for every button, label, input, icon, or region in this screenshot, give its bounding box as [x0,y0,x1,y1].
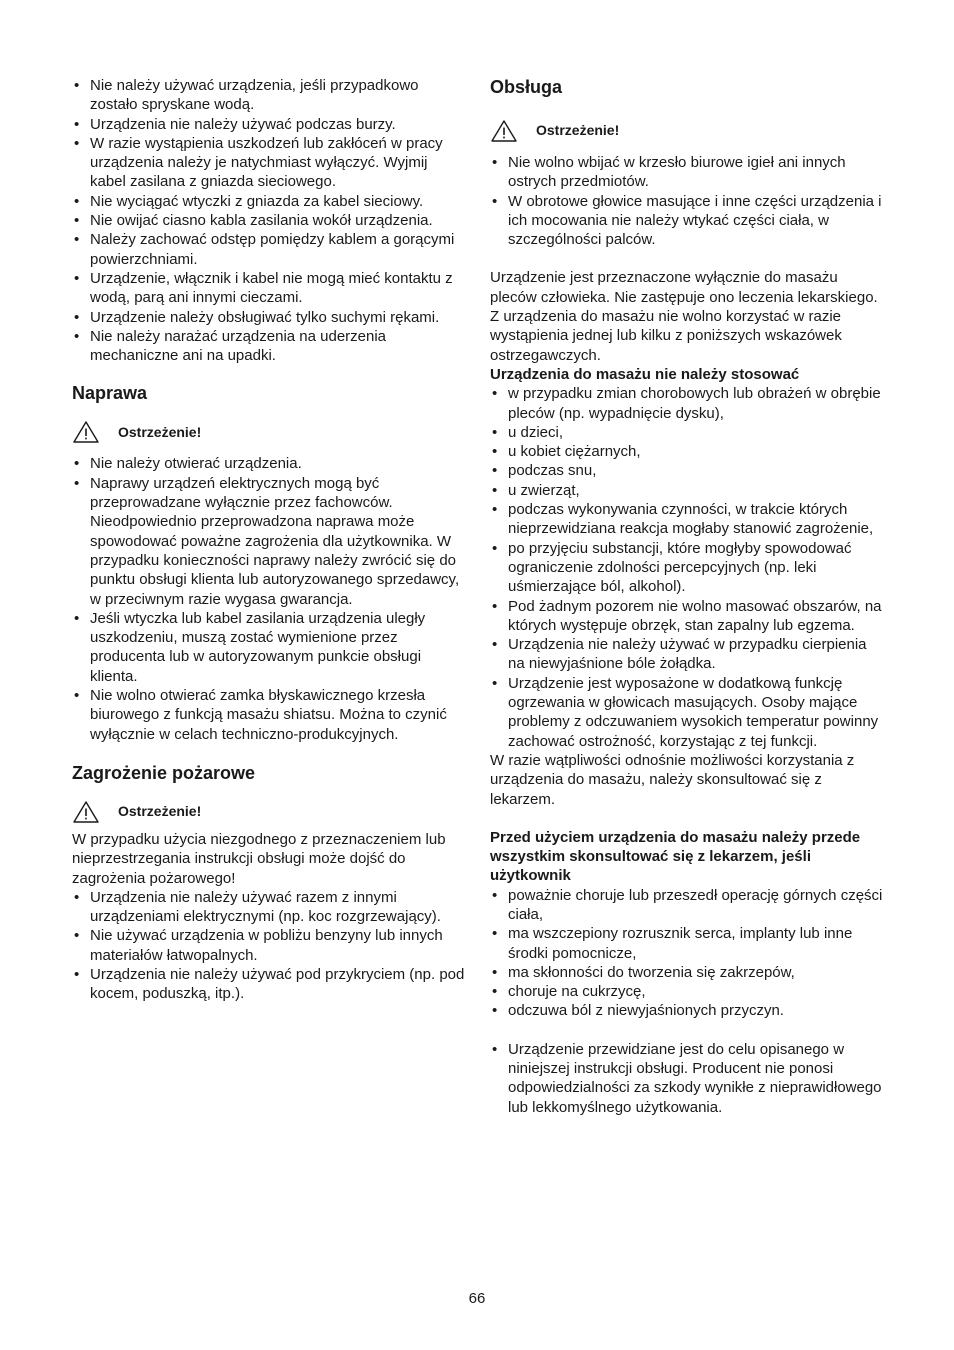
list-item: • Należy zachować odstęp pomiędzy kablem a gorącymi powierzchniami. [72,230,465,269]
list-item: • Urządzenia nie należy używać razem z innymi urządzeniami elektrycznymi (np. koc rozgrzewający). [72,888,465,927]
list-item: • ma skłonności do tworzenia się zakrzepów, [490,963,883,982]
list-item: • u kobiet ciężarnych, [490,442,883,461]
list-item: • u zwierząt, [490,481,883,500]
warning-triangle-icon [72,420,100,444]
contraindications-heading: Urządzenia do masażu nie należy stosować [490,365,800,383]
consult-heading: Przed użyciem urządzenia do masażu należy przede wszystkim skonsultować się z lekarzem, jeśli użytkownik [490,828,861,885]
list-item: • Pod żadnym pozorem nie wolno masować obszarów, na których występuje obrzęk, stan zapalny lub egzema. [490,597,883,636]
list-item: • Jeśli wtyczka lub kabel zasilania urządzenia uległy uszkodzeniu, muszą zostać wymienione przez producenta lub w autoryzowanym punkcie obsługi klienta. [72,609,465,686]
list-item: • po przyjęciu substancji, które mogłyby spowodować ograniczenie zdolności percepcyjnych (np. leki uśmierzające ból, alkohol). [490,539,883,597]
contraindications-list [490,384,883,751]
right-column [490,76,883,1117]
warning-notice [72,420,465,444]
list-item: • Nie należy używać urządzenia, jeśli przypadkowo zostało spryskane wodą. [72,76,465,115]
section-heading-naprawa: Naprawa [72,383,148,404]
list-item: • Nie używać urządzenia w pobliżu benzyny lub innych materiałów łatwopalnych. [72,926,465,965]
pozar-list [72,888,465,1004]
list-item: • Urządzenia nie należy używać pod przykryciem (np. pod kocem, poduszką, itp.). [72,965,465,1004]
list-item: • choruje na cukrzycę, [490,982,883,1001]
warning-label: Ostrzeżenie! [118,423,202,440]
list-item: • Nie owijać ciasno kabla zasilania wokół urządzenia. [72,211,465,230]
doubt-text: W razie wątpliwości odnośnie możliwości korzystania z urządzenia do masażu, należy skonsultować się z lekarzem. [490,751,855,808]
warning-notice [72,800,465,824]
list-item: • Nie wyciągać wtyczki z gniazda za kabel sieciowy. [72,192,465,211]
list-item: • W razie wystąpienia uszkodzeń lub zakłóceń w pracy urządzenia należy je natychmiast wyłączyć. Wyjmij kabel zasilana z gniazda sieciowego. [72,134,465,192]
warning-label: Ostrzeżenie! [118,803,202,820]
page-number: 66 [468,1290,486,1307]
fire-intro-text: W przypadku użycia niezgodnego z przeznaczeniem lub nieprzestrzegania instrukcji obsługi może dojść do zagrożenia pożarowego! [72,830,446,887]
list-item: • Naprawy urządzeń elektrycznych mogą być przeprowadzane wyłącznie przez fachowców. Nieodpowiednio przeprowadzona naprawa może spowodować poważne zagrożenia dla użytkownika. W przypadku konieczności naprawy należy zwrócić się do punktu obsługi klienta lub autoryzowanego sprzedawcy, w przeciwnym razie wygasa gwarancja. [72,474,465,609]
final-list [490,1040,883,1117]
list-item: • podczas snu, [490,461,883,480]
list-item: • Urządzenie jest wyposażone w dodatkową funkcję ogrzewania w głowicach masujących. Osoby mające problemy z odczuwaniem wysokich temperatur powinny zachować ostrożność, korzystając z tej funkcji. [490,674,883,751]
list-item: • Urządzenia nie należy używać podczas burzy. [72,115,465,134]
list-item: • Urządzenia nie należy używać w przypadku cierpienia na niewyjaśnione bóle żołądka. [490,635,883,674]
obsluga-warning-list [490,153,883,249]
left-column [72,76,465,1004]
list-item: • odczuwa ból z niewyjaśnionych przyczyn. [490,1001,883,1020]
list-item: • w przypadku zmian chorobowych lub obrażeń w obrębie pleców (np. wypadnięcie dysku), [490,384,883,423]
list-item: • Nie należy narażać urządzenia na uderzenia mechaniczne ani na upadki. [72,327,465,366]
warning-label: Ostrzeżenie! [536,122,620,139]
list-item: • ma wszczepiony rozrusznik serca, implanty lub inne środki pomocnicze, [490,924,883,963]
list-item: • Urządzenie, włącznik i kabel nie mogą mieć kontaktu z wodą, parą ani innymi cieczami. [72,269,465,308]
warning-triangle-icon [490,119,518,143]
warning-notice [490,119,883,143]
list-item: • Nie wolno wbijać w krzesło biurowe igieł ani innych ostrych przedmiotów. [490,153,883,192]
warning-triangle-icon [72,800,100,824]
list-item: • Urządzenie przewidziane jest do celu opisanego w niniejszej instrukcji obsługi. Producent nie ponosi odpowiedzialności za szkody wynikłe z nieprawidłowego lub lekkomyślnego użytkowania. [490,1040,883,1117]
list-item: • Nie wolno otwierać zamka błyskawicznego krzesła biurowego z funkcją masażu shiatsu. Można to czynić wyłącznie w celach techniczno-produkcyjnych. [72,686,465,744]
naprawa-list [72,454,465,743]
intro-list [72,76,465,365]
section-heading-pozar: Zagrożenie pożarowe [72,762,256,783]
list-item: • Urządzenie należy obsługiwać tylko suchymi rękami. [72,308,465,327]
purpose-text: Urządzenie jest przeznaczone wyłącznie do masażu pleców człowieka. Nie zastępuje ono leczenia lekarskiego. Z urządzenia do masażu nie wolno korzystać w razie wystąpienia jednej lub kilku z poniższych wskazówek ostrzegawczych. [490,269,878,364]
consult-list [490,886,883,1021]
section-heading-obsluga: Obsługa [490,77,563,97]
list-item: • podczas wykonywania czynności, w trakcie których nieprzewidziana reakcja mogłaby stanowić zagrożenie, [490,500,883,539]
list-item: • Nie należy otwierać urządzenia. [72,454,465,473]
list-item: • u dzieci, [490,423,883,442]
list-item: • W obrotowe głowice masujące i inne części urządzenia i ich mocowania nie należy wtykać części ciała, w szczególności palców. [490,192,883,250]
list-item: • poważnie choruje lub przeszedł operację górnych części ciała, [490,886,883,925]
